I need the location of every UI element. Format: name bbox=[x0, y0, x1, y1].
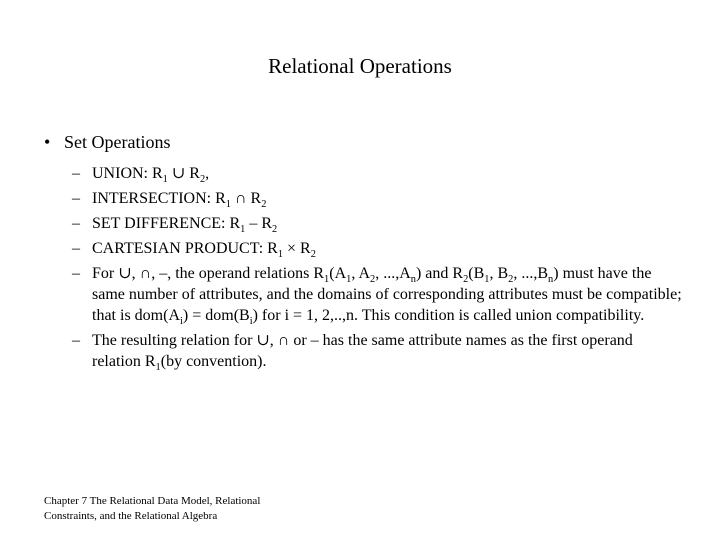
text-run: ) = dom(B bbox=[182, 307, 250, 324]
sub-bullet-item bbox=[72, 163, 684, 184]
subscript: 1 bbox=[324, 274, 330, 286]
bullet-text: Set Operations bbox=[64, 132, 171, 152]
subscript: 2 bbox=[508, 274, 514, 286]
sub-bullet-item bbox=[72, 330, 684, 372]
text-run: , B bbox=[489, 265, 509, 282]
sub-bullet-list bbox=[72, 163, 684, 376]
text-run: ∪ R bbox=[167, 165, 200, 182]
subscript: 1 bbox=[346, 274, 352, 286]
subscript: 1 bbox=[162, 174, 168, 186]
text-run: (B bbox=[468, 265, 485, 282]
text-run: – R bbox=[245, 215, 273, 232]
text-run: (by convention). bbox=[160, 353, 267, 370]
subscript: 2 bbox=[310, 249, 316, 261]
text-run: , A bbox=[351, 265, 370, 282]
slide-title: Relational Operations bbox=[268, 54, 452, 78]
subscript: 2 bbox=[370, 274, 376, 286]
bullet-marker: • bbox=[44, 132, 51, 152]
text-run: ∩ R bbox=[230, 190, 262, 207]
dash-marker: – bbox=[72, 240, 80, 257]
text-run: CARTESIAN PRODUCT: R bbox=[92, 240, 278, 257]
text-run: SET DIFFERENCE: R bbox=[92, 215, 241, 232]
dash-marker: – bbox=[72, 215, 80, 232]
subscript: 1 bbox=[155, 362, 161, 374]
subscript: i bbox=[180, 316, 183, 328]
subscript: 1 bbox=[225, 199, 231, 211]
text-run: , bbox=[205, 165, 210, 182]
subscript: 1 bbox=[484, 274, 490, 286]
dash-marker: – bbox=[72, 332, 80, 349]
subscript: 2 bbox=[272, 224, 278, 236]
subscript: 2 bbox=[261, 199, 267, 211]
text-run: ) must have the same number of attributes, and the domains of corresponding attributes must be compatible; that is dom(A bbox=[92, 265, 682, 324]
subscript: n bbox=[548, 274, 554, 286]
subscript: n bbox=[410, 274, 416, 286]
sub-bullet-item bbox=[72, 238, 684, 259]
slide-footer: Chapter 7 The Relational Data Model, Relational Constraints, and the Relational Algebra bbox=[44, 495, 261, 522]
subscript: 2 bbox=[463, 274, 469, 286]
dash-marker: – bbox=[72, 265, 80, 282]
dash-marker: – bbox=[72, 190, 80, 207]
dash-marker: – bbox=[72, 165, 80, 182]
text-run: ) and R bbox=[415, 265, 464, 282]
sub-bullet-item bbox=[72, 263, 684, 326]
text-run: × R bbox=[283, 240, 311, 257]
sub-bullet-item bbox=[72, 188, 684, 209]
subscript: 1 bbox=[240, 224, 246, 236]
text-run: For ∪, ∩, –, the operand relations R bbox=[92, 265, 325, 282]
text-run: ) for i = 1, 2,..,n. This condition is called union compatibility. bbox=[252, 307, 645, 324]
sub-bullet-item bbox=[72, 213, 684, 234]
subscript: 1 bbox=[277, 249, 284, 261]
text-run: , ...,A bbox=[375, 265, 411, 282]
text-run: , ...,B bbox=[513, 265, 549, 282]
text-run: UNION: R bbox=[92, 165, 163, 182]
subscript: 2 bbox=[199, 174, 206, 186]
text-run: (A bbox=[329, 265, 347, 282]
subscript: i bbox=[249, 316, 253, 328]
text-run: INTERSECTION: R bbox=[92, 190, 226, 207]
text-run: The resulting relation for ∪, ∩ or – has the same attribute names as the first operand relation R bbox=[92, 332, 633, 370]
main-bullet bbox=[44, 132, 170, 153]
